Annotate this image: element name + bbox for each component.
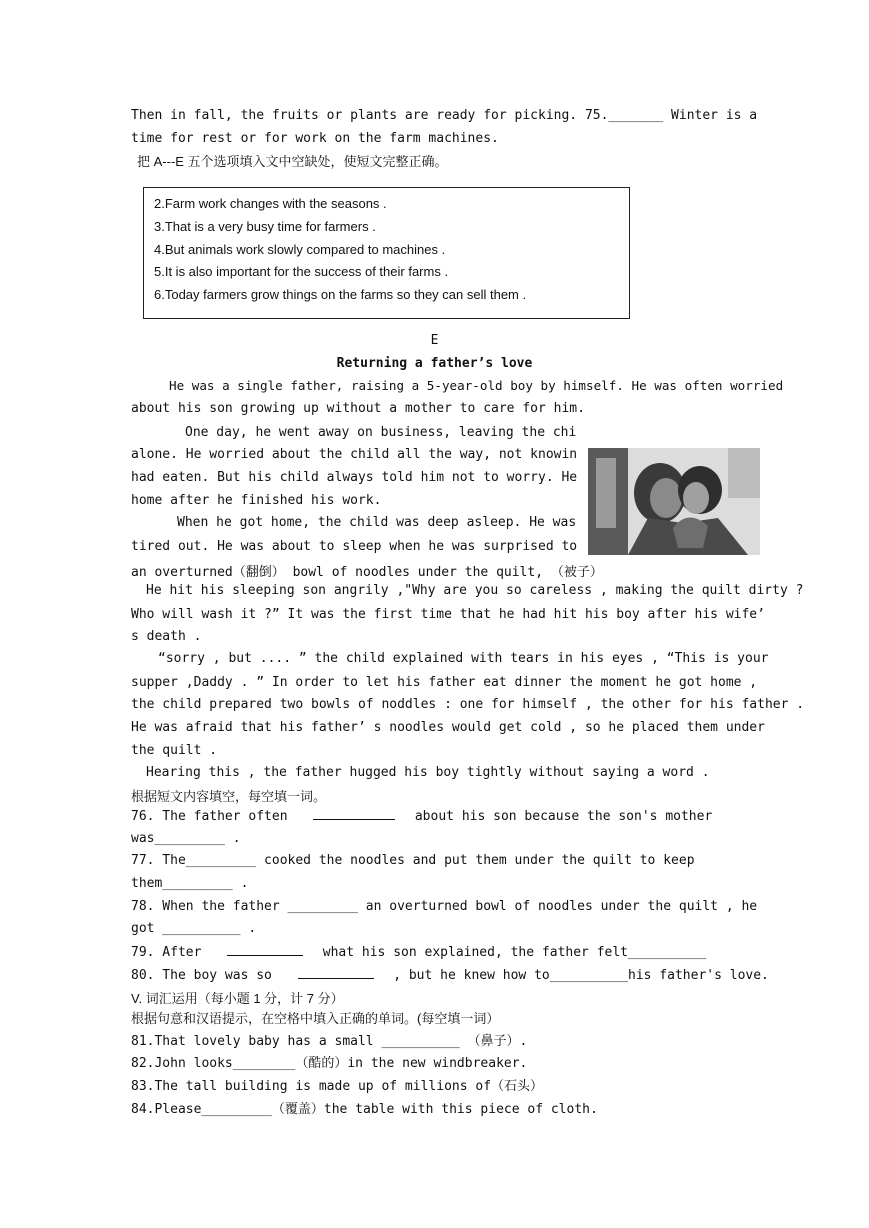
passage-line: “sorry , but .... ” the child explained with tears in his eyes , “This is your [158,651,769,666]
passage-line: home after he finished his work. [131,493,382,508]
options-box [143,187,630,319]
option-item: 3.That is a very busy time for farmers . [154,219,376,234]
question-text: was_________ . [131,831,241,846]
passage-line: the child prepared two bowls of noddles : one for himself , the other for his father . [131,697,805,712]
passage-line: One day, he went away on business, leaving the chi [185,425,577,440]
passage-line: the quilt . [131,743,218,758]
option-item: 2.Farm work changes with the seasons . [154,196,387,211]
question-76 [131,808,712,824]
passage-line: supper ,Daddy . ” In order to let his father eat dinner the moment he got home , [131,675,758,690]
question-text: what his son explained, the father felt__________ [322,945,707,960]
text-line: time for rest or for work on the farm machines. [131,131,499,146]
passage-line: alone. He worried about the child all the way, not knowin [131,447,578,462]
question-text: got __________ . [131,921,257,936]
passage-line: Hearing this , the father hugged his boy tightly without saying a word . [146,765,710,780]
answer-blank[interactable] [298,967,374,979]
instruction-text: 把 A---E 五个选项填入文中空缺处，使短文完整正确。 [137,154,448,169]
passage-line: Who will wash it ?” It was the first time that he had hit his boy after his wife’ [131,607,765,622]
passage-line: He was afraid that his father’ s noodles would get cold , so he placed them under [131,720,765,735]
passage-line: When he got home, the child was deep asleep. He was [177,515,577,530]
fill-instruction: 根据短文内容填空，每空填一词。 [131,789,327,804]
question-text: , but he knew how to__________his father's love. [393,968,769,983]
question-84: 84.Please_________（覆盖）the table with this piece of cloth. [131,1102,598,1117]
passage-line: had eaten. But his child always told him not to worry. He [131,470,578,485]
question-81: 81.That lovely baby has a small __________ （鼻子）. [131,1034,528,1049]
option-item: 5.It is also important for the success of their farms . [154,264,449,279]
passage-title: Returning a father’s love [336,356,533,371]
text-line: Then in fall, the fruits or plants are ready for picking. 75._______ Winter is a [131,108,758,123]
answer-blank[interactable] [313,808,395,820]
question-text: 80. The boy was so [131,968,272,983]
option-item: 4.But animals work slowly compared to machines . [154,242,446,257]
question-82: 82.John looks________（酷的）in the new windbreaker. [131,1056,528,1071]
question-80 [131,967,769,983]
question-text: about his son because the son's mother [414,809,713,824]
answer-blank[interactable] [227,944,303,956]
question-83: 83.The tall building is made up of millions of（石头） [131,1079,544,1094]
passage-line: an overturned（翻倒） bowl of noodles under the quilt, （被子） [131,565,603,580]
vocab-heading: V. 词汇运用（每小题 1 分，计 7 分） [131,991,344,1006]
passage-line: s death . [131,629,202,644]
vocab-instruction: 根据句意和汉语提示，在空格中填入正确的单词。(每空填一词） [131,1011,500,1026]
question-77: 77. The_________ cooked the noodles and put them under the quilt to keep [131,853,695,868]
question-text: 79. After [131,945,202,960]
section-letter: E [430,333,439,348]
question-text: them_________ . [131,876,249,891]
passage-line: He was a single father, raising a 5-year-old boy by himself. He was often worried [169,378,784,393]
passage-line: about his son growing up without a mother to care for him. [131,401,585,416]
passage-line: He hit his sleeping son angrily ,"Why are you so careless , making the quilt dirty ? [146,583,804,598]
question-text: 76. The father often [131,809,288,824]
question-79 [131,944,706,960]
question-78: 78. When the father _________ an overturned bowl of noodles under the quilt , he [131,899,758,914]
passage-line: tired out. He was about to sleep when he was surprised to [131,539,578,554]
father-son-photo [588,448,760,555]
option-item: 6.Today farmers grow things on the farms so they can sell them . [154,287,527,302]
